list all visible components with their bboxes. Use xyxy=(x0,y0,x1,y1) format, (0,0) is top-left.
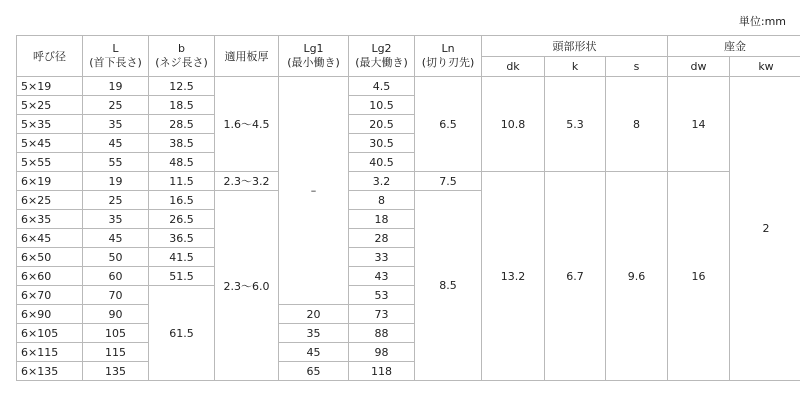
cell-nominal: 6×105 xyxy=(17,324,83,343)
cell-b: 38.5 xyxy=(149,134,215,153)
cell-nominal: 6×115 xyxy=(17,343,83,362)
cell-kw: 2 xyxy=(730,77,800,381)
cell-Lg1: 65 xyxy=(279,362,349,381)
table-row xyxy=(17,172,800,191)
cell-nominal: 5×19 xyxy=(17,77,83,96)
header-Lg1-sub: (最小働き) xyxy=(287,56,340,69)
spec-table xyxy=(16,35,800,381)
header-kw: kw xyxy=(730,57,800,77)
cell-nominal: 6×25 xyxy=(17,191,83,210)
header-L-sub: (首下長さ) xyxy=(89,56,142,69)
cell-nominal: 6×135 xyxy=(17,362,83,381)
cell-L: 55 xyxy=(83,153,149,172)
cell-b: 18.5 xyxy=(149,96,215,115)
cell-L: 60 xyxy=(83,267,149,286)
cell-nominal: 6×70 xyxy=(17,286,83,305)
cell-Lg2: 73 xyxy=(349,305,415,324)
cell-Lg2: 53 xyxy=(349,286,415,305)
header-s: s xyxy=(606,57,668,77)
cell-Ln: 7.5 xyxy=(415,172,482,191)
header-washer: 座金 xyxy=(668,36,800,57)
cell-L: 25 xyxy=(83,96,149,115)
cell-nominal: 6×90 xyxy=(17,305,83,324)
cell-Lg2: 28 xyxy=(349,229,415,248)
cell-b: 28.5 xyxy=(149,115,215,134)
cell-Lg2: 18 xyxy=(349,210,415,229)
cell-Lg2: 4.5 xyxy=(349,77,415,96)
cell-nominal: 5×55 xyxy=(17,153,83,172)
cell-nominal: 6×50 xyxy=(17,248,83,267)
cell-nominal: 6×60 xyxy=(17,267,83,286)
cell-b: 36.5 xyxy=(149,229,215,248)
header-Lg1-label: Lg1 xyxy=(303,42,324,55)
cell-Lg2: 33 xyxy=(349,248,415,267)
cell-Lg1: – xyxy=(279,77,349,305)
cell-b: 12.5 xyxy=(149,77,215,96)
header-dw: dw xyxy=(668,57,730,77)
cell-b: 61.5 xyxy=(149,286,215,381)
cell-L: 35 xyxy=(83,115,149,134)
cell-L: 25 xyxy=(83,191,149,210)
cell-Lg2: 118 xyxy=(349,362,415,381)
cell-L: 45 xyxy=(83,134,149,153)
cell-b: 41.5 xyxy=(149,248,215,267)
cell-b: 51.5 xyxy=(149,267,215,286)
cell-Lg2: 20.5 xyxy=(349,115,415,134)
cell-Lg2: 8 xyxy=(349,191,415,210)
cell-L: 70 xyxy=(83,286,149,305)
cell-b: 26.5 xyxy=(149,210,215,229)
cell-Lg2: 40.5 xyxy=(349,153,415,172)
cell-plate: 2.3～3.2 xyxy=(215,172,279,191)
header-Lg1 xyxy=(279,36,349,77)
cell-Ln: 6.5 xyxy=(415,77,482,172)
cell-Lg2: 98 xyxy=(349,343,415,362)
header-head-shape: 頭部形状 xyxy=(482,36,668,57)
cell-s: 8 xyxy=(606,77,668,172)
cell-Lg1: 20 xyxy=(279,305,349,324)
header-Ln xyxy=(415,36,482,77)
cell-Lg2: 10.5 xyxy=(349,96,415,115)
cell-nominal: 5×45 xyxy=(17,134,83,153)
header-Lg2-sub: (最大働き) xyxy=(355,56,408,69)
cell-L: 135 xyxy=(83,362,149,381)
cell-Ln: 8.5 xyxy=(415,191,482,381)
header-Ln-sub: (切り刃先) xyxy=(421,56,475,69)
cell-L: 19 xyxy=(83,172,149,191)
cell-Lg2: 3.2 xyxy=(349,172,415,191)
header-L-label: L xyxy=(112,42,119,55)
header-Lg2 xyxy=(349,36,415,77)
cell-k: 6.7 xyxy=(545,172,606,381)
cell-b: 48.5 xyxy=(149,153,215,172)
cell-dw: 14 xyxy=(668,77,730,172)
header-b-sub: (ネジ長さ) xyxy=(155,56,208,69)
cell-L: 90 xyxy=(83,305,149,324)
header-b xyxy=(149,36,215,77)
cell-s: 9.6 xyxy=(606,172,668,381)
cell-plate: 1.6～4.5 xyxy=(215,77,279,172)
header-nominal: 呼び径 xyxy=(17,36,83,77)
cell-nominal: 5×25 xyxy=(17,96,83,115)
header-plate: 適用板厚 xyxy=(215,36,279,77)
cell-L: 45 xyxy=(83,229,149,248)
cell-L: 50 xyxy=(83,248,149,267)
header-k: k xyxy=(545,57,606,77)
cell-L: 35 xyxy=(83,210,149,229)
header-dk: dk xyxy=(482,57,545,77)
cell-b: 16.5 xyxy=(149,191,215,210)
cell-dk: 10.8 xyxy=(482,77,545,172)
cell-dk: 13.2 xyxy=(482,172,545,381)
cell-Lg2: 88 xyxy=(349,324,415,343)
cell-dw: 16 xyxy=(668,172,730,381)
table-row xyxy=(17,77,800,96)
header-L xyxy=(83,36,149,77)
cell-b: 11.5 xyxy=(149,172,215,191)
cell-nominal: 6×19 xyxy=(17,172,83,191)
cell-nominal: 6×45 xyxy=(17,229,83,248)
cell-plate: 2.3～6.0 xyxy=(215,191,279,381)
cell-Lg2: 43 xyxy=(349,267,415,286)
unit-label: 単位:mm xyxy=(738,15,786,28)
cell-Lg2: 30.5 xyxy=(349,134,415,153)
cell-k: 5.3 xyxy=(545,77,606,172)
cell-nominal: 6×35 xyxy=(17,210,83,229)
cell-L: 115 xyxy=(83,343,149,362)
cell-L: 105 xyxy=(83,324,149,343)
cell-Lg1: 45 xyxy=(279,343,349,362)
cell-nominal: 5×35 xyxy=(17,115,83,134)
header-Ln-label: Ln xyxy=(441,42,455,55)
header-Lg2-label: Lg2 xyxy=(371,42,392,55)
header-b-label: b xyxy=(178,42,185,55)
cell-Lg1: 35 xyxy=(279,324,349,343)
cell-L: 19 xyxy=(83,77,149,96)
